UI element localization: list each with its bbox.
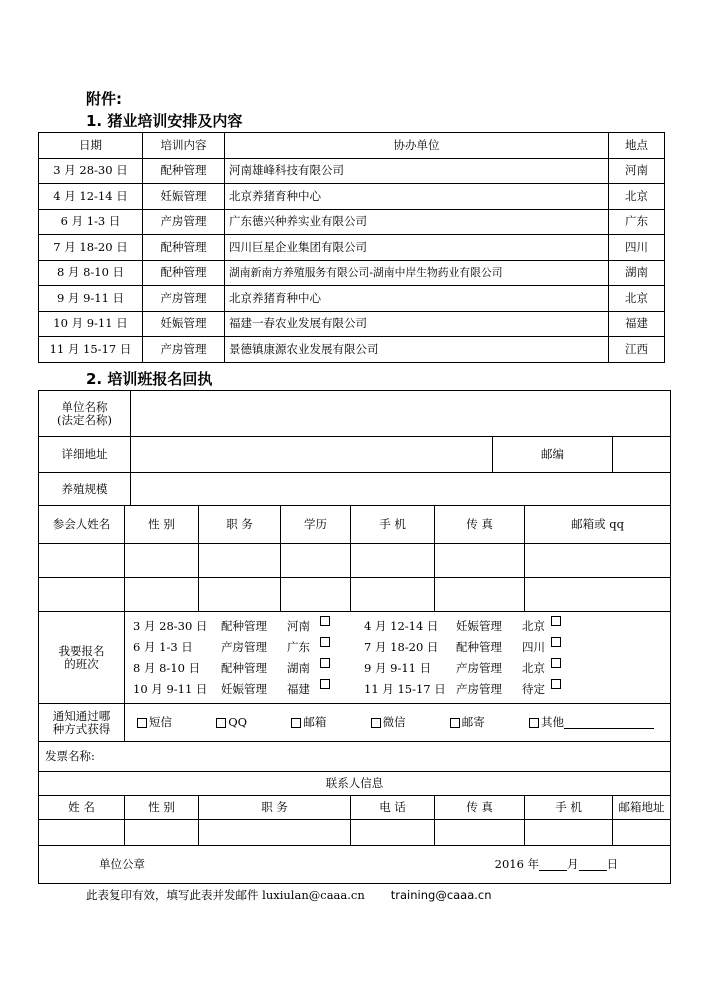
unit-name-label-line2: (法定名称) <box>57 412 112 427</box>
contact-title: 联系人信息 <box>39 772 671 796</box>
signing-date <box>495 858 618 871</box>
schedule-location: 四川 <box>609 235 665 261</box>
schedule-organizer: 北京养猪育种中心 <box>225 184 609 210</box>
seal-date-row <box>39 846 671 884</box>
checkbox-icon <box>137 718 147 728</box>
session-date: 7 月 18-20 日 <box>364 639 439 654</box>
schedule-location: 北京 <box>609 286 665 312</box>
notify-option-mail[interactable] <box>450 716 485 729</box>
attendee-fax-cell[interactable] <box>435 578 525 612</box>
contact-header-gender: 性 别 <box>125 796 199 820</box>
notify-option-wechat[interactable] <box>371 716 406 729</box>
schedule-content: 妊娠管理 <box>143 311 225 337</box>
attendee-header-email-qq: 邮箱或 qq <box>525 506 671 544</box>
attendee-header-position: 职 务 <box>199 506 281 544</box>
contact-fax-cell[interactable] <box>435 820 525 846</box>
session-location: 湖南 <box>287 660 310 675</box>
signup-label-line1: 我要报名 <box>58 643 105 658</box>
date-year: 2016 年 <box>494 857 540 871</box>
notify-option-label: 邮箱 <box>303 715 327 729</box>
session-content: 产房管理 <box>221 639 267 654</box>
table-row <box>39 184 665 210</box>
table-row <box>39 158 665 184</box>
other-input-line[interactable] <box>564 717 654 729</box>
session-date: 9 月 9-11 日 <box>364 660 432 675</box>
schedule-content: 妊娠管理 <box>143 184 225 210</box>
attendee-header-gender: 性 别 <box>125 506 199 544</box>
session-line <box>133 658 670 679</box>
scale-label: 养殖规模 <box>39 473 131 506</box>
schedule-location: 广东 <box>609 209 665 235</box>
notify-option-label: 其他 <box>541 715 565 729</box>
session-checkbox[interactable] <box>320 679 330 689</box>
contact-header-phone: 电 话 <box>351 796 435 820</box>
schedule-date: 4 月 12-14 日 <box>39 184 143 210</box>
signup-label <box>39 612 125 704</box>
schedule-content: 配种管理 <box>143 158 225 184</box>
notify-option-label: 邮寄 <box>461 715 485 729</box>
scale-field[interactable] <box>131 473 671 506</box>
signup-label-line2: 的班次 <box>64 656 99 671</box>
schedule-organizer: 北京养猪育种中心 <box>225 286 609 312</box>
attendee-header-mobile: 手 机 <box>351 506 435 544</box>
section1-title: 1. 猪业培训安排及内容 <box>86 112 243 130</box>
table-row <box>39 337 665 363</box>
footer-note-text: 此表复印有效，填写此表并发邮件 luxiulan@caaa.cn <box>86 888 365 902</box>
contact-header-position: 职 务 <box>199 796 351 820</box>
contact-name-cell[interactable] <box>39 820 125 846</box>
checkbox-icon <box>450 718 460 728</box>
contact-email-cell[interactable] <box>613 820 671 846</box>
session-line <box>133 679 670 700</box>
notify-option-label: 微信 <box>382 715 406 729</box>
schedule-location: 北京 <box>609 184 665 210</box>
date-month: 月 <box>567 857 579 871</box>
checkbox-icon <box>291 718 301 728</box>
schedule-date: 3 月 28-30 日 <box>39 158 143 184</box>
attachment-heading: 附件: <box>86 90 122 108</box>
session-line <box>133 637 670 658</box>
attendee-row <box>39 544 671 578</box>
schedule-date: 10 月 9-11 日 <box>39 311 143 337</box>
postcode-field[interactable] <box>613 437 671 473</box>
notify-option-label: 短信 <box>149 715 172 729</box>
schedule-organizer: 广东德兴种养实业有限公司 <box>225 209 609 235</box>
session-date: 11 月 15-17 日 <box>364 681 446 696</box>
date-day: 日 <box>606 857 619 871</box>
session-content: 产房管理 <box>456 681 502 696</box>
attendee-name-cell[interactable] <box>39 578 125 612</box>
notify-option-other[interactable] <box>529 716 654 729</box>
session-checkbox[interactable] <box>551 637 561 647</box>
section2-title: 2. 培训班报名回执 <box>86 370 213 388</box>
registration-form <box>38 390 671 884</box>
session-content: 配种管理 <box>456 639 502 654</box>
notify-options <box>125 704 671 742</box>
schedule-location: 湖南 <box>609 260 665 286</box>
schedule-date: 7 月 18-20 日 <box>39 235 143 261</box>
session-checkbox[interactable] <box>551 616 561 626</box>
contact-gender-cell[interactable] <box>125 820 199 846</box>
contact-header-mobile: 手 机 <box>525 796 613 820</box>
schedule-date: 6 月 1-3 日 <box>39 209 143 235</box>
session-location: 四川 <box>522 639 545 654</box>
schedule-content: 配种管理 <box>143 235 225 261</box>
footer-email-link[interactable]: training@caaa.cn <box>390 888 492 902</box>
table-row <box>39 311 665 337</box>
session-checkbox[interactable] <box>320 616 330 626</box>
notify-label-line1: 通知通过哪 <box>52 708 111 723</box>
schedule-organizer: 河南雄峰科技有限公司 <box>225 158 609 184</box>
notify-label <box>39 704 125 742</box>
checkbox-icon <box>371 718 381 728</box>
attendee-name-cell[interactable] <box>39 544 125 578</box>
session-date: 4 月 12-14 日 <box>364 618 439 633</box>
notify-option-sms[interactable] <box>137 716 172 729</box>
schedule-table <box>38 132 665 363</box>
schedule-date: 8 月 8-10 日 <box>39 260 143 286</box>
session-checkbox[interactable] <box>551 679 561 689</box>
attendee-header-row <box>39 506 671 544</box>
checkbox-icon <box>216 718 226 728</box>
notify-option-email[interactable] <box>291 716 326 729</box>
month-input-line[interactable] <box>539 859 567 871</box>
session-options <box>125 612 671 704</box>
attendee-email-cell[interactable] <box>525 544 671 578</box>
attendee-row <box>39 578 671 612</box>
attendee-position-cell[interactable] <box>199 544 281 578</box>
schedule-header-row <box>39 133 665 159</box>
session-location: 广东 <box>287 639 310 654</box>
session-date: 3 月 28-30 日 <box>133 618 208 633</box>
attendee-mobile-cell[interactable] <box>351 578 435 612</box>
schedule-date: 9 月 9-11 日 <box>39 286 143 312</box>
schedule-header-location: 地点 <box>609 133 665 159</box>
schedule-organizer: 湖南新南方养殖服务有限公司-湖南中岸生物药业有限公司 <box>225 260 609 286</box>
attendee-education-cell[interactable] <box>281 578 351 612</box>
schedule-location: 福建 <box>609 311 665 337</box>
attendee-education-cell[interactable] <box>281 544 351 578</box>
contact-phone-cell[interactable] <box>351 820 435 846</box>
schedule-header-co-organizer: 协办单位 <box>225 133 609 159</box>
schedule-location: 江西 <box>609 337 665 363</box>
attendee-fax-cell[interactable] <box>435 544 525 578</box>
contact-position-cell[interactable] <box>199 820 351 846</box>
session-location: 北京 <box>522 660 545 675</box>
table-row <box>39 235 665 261</box>
session-date: 10 月 9-11 日 <box>133 681 208 696</box>
contact-header-fax: 传 真 <box>435 796 525 820</box>
invoice-label: 发票名称: <box>45 749 95 763</box>
schedule-organizer: 福建一春农业发展有限公司 <box>225 311 609 337</box>
unit-name-label <box>39 391 131 437</box>
contact-header-name: 姓 名 <box>39 796 125 820</box>
attendee-header-fax: 传 真 <box>435 506 525 544</box>
attendee-gender-cell[interactable] <box>125 578 199 612</box>
notify-option-qq[interactable] <box>216 716 247 729</box>
session-content: 产房管理 <box>456 660 502 675</box>
session-checkbox[interactable] <box>320 637 330 647</box>
session-location: 福建 <box>287 681 310 696</box>
footer-note <box>86 887 492 903</box>
contact-row <box>39 820 671 846</box>
schedule-header-content: 培训内容 <box>143 133 225 159</box>
session-location: 待定 <box>522 681 545 696</box>
contact-header-email: 邮箱地址 <box>613 796 671 820</box>
schedule-content: 产房管理 <box>143 286 225 312</box>
address-label: 详细地址 <box>39 437 131 473</box>
schedule-organizer: 景德镇康源农业发展有限公司 <box>225 337 609 363</box>
table-row <box>39 260 665 286</box>
session-checkbox[interactable] <box>320 658 330 668</box>
schedule-location: 河南 <box>609 158 665 184</box>
notify-label-line2: 种方式获得 <box>52 721 111 736</box>
table-row <box>39 286 665 312</box>
session-content: 妊娠管理 <box>221 681 267 696</box>
session-location: 北京 <box>522 618 545 633</box>
seal-label: 单位公章 <box>99 857 145 871</box>
schedule-content: 产房管理 <box>143 209 225 235</box>
session-content: 妊娠管理 <box>456 618 502 633</box>
unit-name-field[interactable] <box>131 391 671 437</box>
session-content: 配种管理 <box>221 660 267 675</box>
session-checkbox[interactable] <box>551 658 561 668</box>
session-line <box>133 616 670 637</box>
session-location: 河南 <box>287 618 310 633</box>
schedule-date: 11 月 15-17 日 <box>39 337 143 363</box>
attendee-email-cell[interactable] <box>525 578 671 612</box>
unit-name-label-line1: 单位名称 <box>61 399 108 414</box>
session-date: 6 月 1-3 日 <box>133 639 193 654</box>
schedule-content: 产房管理 <box>143 337 225 363</box>
attendee-header-name: 参会人姓名 <box>39 506 125 544</box>
day-input-line[interactable] <box>579 859 607 871</box>
session-date: 8 月 8-10 日 <box>133 660 201 675</box>
attendee-mobile-cell[interactable] <box>351 544 435 578</box>
address-field[interactable] <box>131 437 493 473</box>
session-content: 配种管理 <box>221 618 267 633</box>
contact-mobile-cell[interactable] <box>525 820 613 846</box>
attendee-gender-cell[interactable] <box>125 544 199 578</box>
schedule-header-date: 日期 <box>39 133 143 159</box>
notify-option-label: QQ <box>228 715 248 729</box>
table-row <box>39 209 665 235</box>
checkbox-icon <box>529 718 539 728</box>
schedule-organizer: 四川巨星企业集团有限公司 <box>225 235 609 261</box>
contact-header-row <box>39 796 671 820</box>
attendee-header-education: 学历 <box>281 506 351 544</box>
postcode-label: 邮编 <box>493 437 613 473</box>
schedule-content: 配种管理 <box>143 260 225 286</box>
attendee-position-cell[interactable] <box>199 578 281 612</box>
invoice-field[interactable] <box>39 742 671 772</box>
